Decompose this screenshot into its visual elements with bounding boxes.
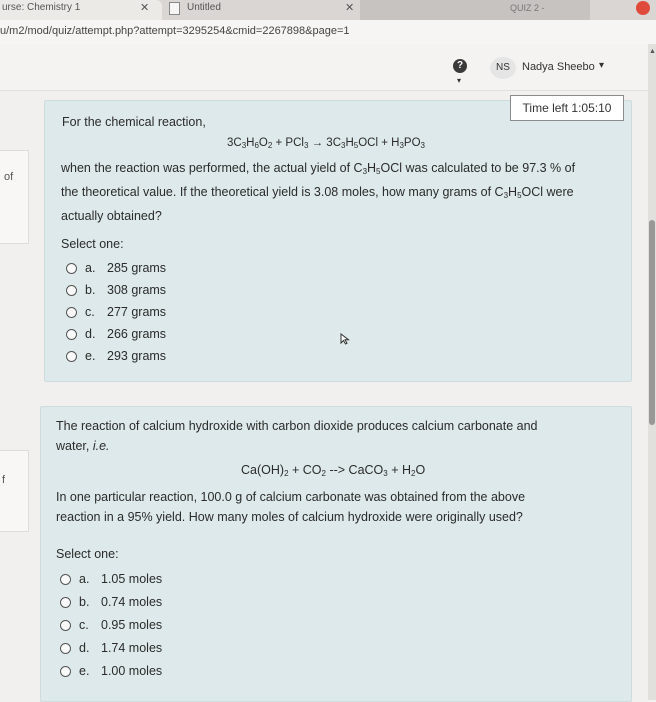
tab-quiz[interactable] xyxy=(360,0,590,20)
answer-option[interactable]: b. 0.74 moles xyxy=(60,595,162,613)
answer-option[interactable]: d. 1.74 moles xyxy=(60,641,162,659)
url-text[interactable]: u/m2/mod/quiz/attempt.php?attempt=3295254&cmid=2267898&page=1 xyxy=(0,25,350,37)
radio-button[interactable] xyxy=(66,329,77,340)
radio-button[interactable] xyxy=(60,597,71,608)
radio-button[interactable] xyxy=(66,263,77,274)
tab-course-chemistry[interactable] xyxy=(0,0,162,20)
tab-label: QUIZ 2 - xyxy=(510,3,545,13)
select-one-label: Select one: xyxy=(56,547,119,561)
tab-label: urse: Chemistry 1 xyxy=(2,2,81,13)
chemical-equation: $3C_3H_6O_2 + PCl_3 \to 3C_3H_5OCl + H_3PO_3$ xyxy=(227,137,425,150)
question-info-label: of xyxy=(4,171,14,183)
user-menu[interactable]: Nadya Sheebo xyxy=(522,61,595,73)
question-info-box xyxy=(0,450,29,532)
answer-option[interactable]: e. 1.00 moles xyxy=(60,664,162,682)
address-bar[interactable] xyxy=(0,20,656,45)
close-icon[interactable]: ✕ xyxy=(140,2,150,14)
page-icon xyxy=(169,2,180,15)
avatar[interactable]: NS xyxy=(490,57,516,79)
help-icon[interactable]: ? xyxy=(453,59,467,73)
question-info-box xyxy=(0,150,29,244)
radio-button[interactable] xyxy=(66,285,77,296)
mouse-cursor-icon xyxy=(340,333,350,345)
tab-label: Untitled xyxy=(187,2,221,13)
close-icon[interactable]: ✕ xyxy=(345,2,355,14)
tab-untitled[interactable] xyxy=(165,0,357,20)
question-info-label: f xyxy=(2,474,6,486)
select-one-label: Select one: xyxy=(61,237,124,251)
extension-icon[interactable] xyxy=(636,1,650,15)
chemical-equation: $Ca(OH)_2 + CO_2$ --> CaCO$_3$ + $H_2O$ xyxy=(241,463,426,478)
quiz-timer: Time left 1:05:10 xyxy=(510,95,624,121)
browser-tab-bar xyxy=(0,0,656,20)
question-text: For the chemical reaction, xyxy=(62,115,206,129)
radio-button[interactable] xyxy=(66,307,77,318)
radio-button[interactable] xyxy=(66,351,77,362)
question-text: In one particular reaction, 100.0 g of calcium carbonate was obtained from the above reaction in a 95% yield. How many moles of calcium hydroxide were originally used? xyxy=(56,490,526,524)
answer-option[interactable]: d. 266 grams xyxy=(66,327,166,345)
scroll-up-icon[interactable]: ▲ xyxy=(649,48,656,55)
answer-option[interactable]: a. 285 grams xyxy=(66,261,166,279)
scrollbar-thumb[interactable] xyxy=(649,220,655,425)
radio-button[interactable] xyxy=(60,620,71,631)
answer-option[interactable]: c. 0.95 moles xyxy=(60,618,162,636)
chevron-down-icon[interactable]: ▾ xyxy=(457,76,462,85)
chevron-down-icon[interactable]: ▾ xyxy=(599,60,605,71)
radio-button[interactable] xyxy=(60,666,71,677)
question-text: when the reaction was performed, the actual yield of $C_3H_5OCl$ was calculated to be 97.3 % of the theoretical value. If the theoretical yield is 3.08 moles, how many grams of $C_3H_5OCl$ were actually obtained? xyxy=(61,161,576,223)
answer-option[interactable]: b. 308 grams xyxy=(66,283,166,301)
radio-button[interactable] xyxy=(60,574,71,585)
answer-option[interactable]: e. 293 grams xyxy=(66,349,166,367)
radio-button[interactable] xyxy=(60,643,71,654)
answer-option[interactable]: a. 1.05 moles xyxy=(60,572,162,590)
answer-option[interactable]: c. 277 grams xyxy=(66,305,166,323)
question-text: The reaction of calcium hydroxide with carbon dioxide produces calcium carbonate and water, i.e. xyxy=(56,419,538,453)
